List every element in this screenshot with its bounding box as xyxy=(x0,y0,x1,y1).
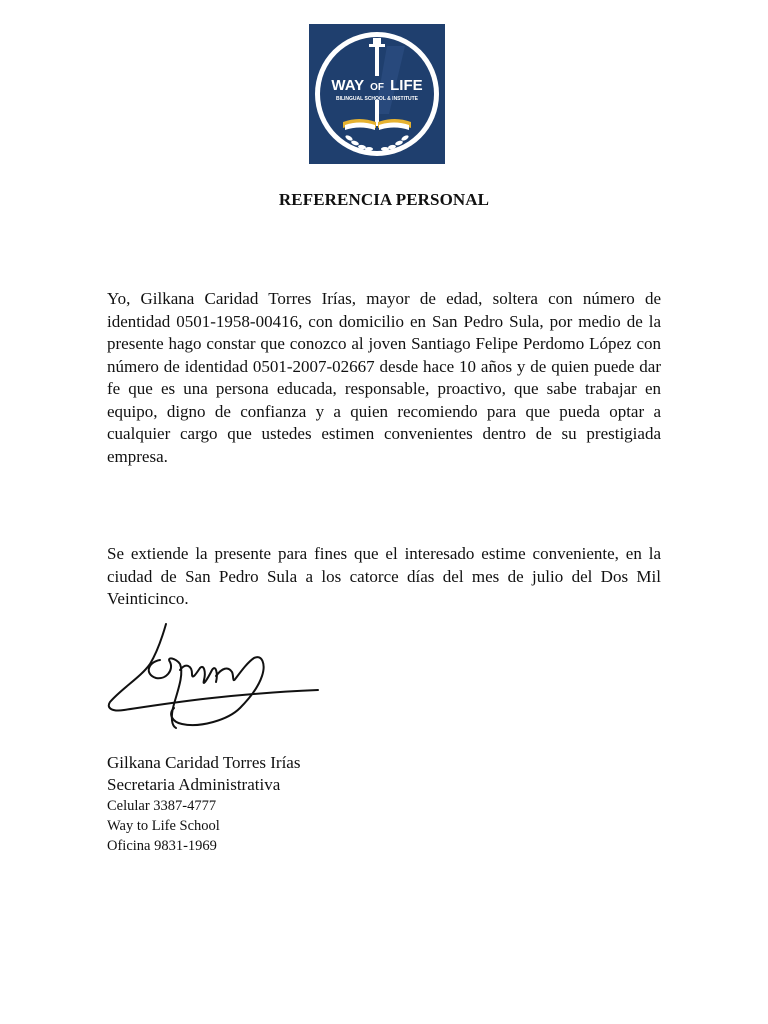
signer-school: Way to Life School xyxy=(107,818,220,834)
signer-phone: Celular 3387-4777 xyxy=(107,798,217,814)
closing-paragraph: Se extiende la presente para fines que el interesado estime conveniente, en la ciudad de San Pedro Sula a los catorce días del mes de julio del Dos Mil Veinticinco. xyxy=(107,544,661,608)
handwritten-signature xyxy=(104,618,324,738)
school-logo-emblem xyxy=(309,24,445,164)
school-logo xyxy=(309,24,445,164)
logo-text-life: LIFE xyxy=(390,77,423,94)
logo-text-of: OF xyxy=(370,82,384,93)
document-title: REFERENCIA PERSONAL xyxy=(278,190,490,209)
logo-text-way: WAY xyxy=(331,77,364,94)
reference-paragraph: Yo, Gilkana Caridad Torres Irías, mayor de edad, soltera con número de identidad 0501-1958-00416, con domicilio en San Pedro Sula, por medio de la presente hago constar que conozco al joven Santiago Felipe Perdomo López con número de identidad 0501-2007-02667 desde hace 10 años y de quien puede dar fe que es una persona educada, responsable, proactivo, que sabe trabajar en equipo, digno de confianza y a quien recomiendo para que pueda optar a cualquier cargo que ustedes estimen convenientes dentro de su prestigiada empresa. xyxy=(107,289,661,466)
signer-position: Secretaria Administrativa xyxy=(107,775,281,794)
logo-subtitle: BILINGUAL SCHOOL & INSTITUTE xyxy=(335,96,419,102)
signer-office: Oficina 9831-1969 xyxy=(107,838,217,854)
signer-name: Gilkana Caridad Torres Irías xyxy=(107,753,301,772)
